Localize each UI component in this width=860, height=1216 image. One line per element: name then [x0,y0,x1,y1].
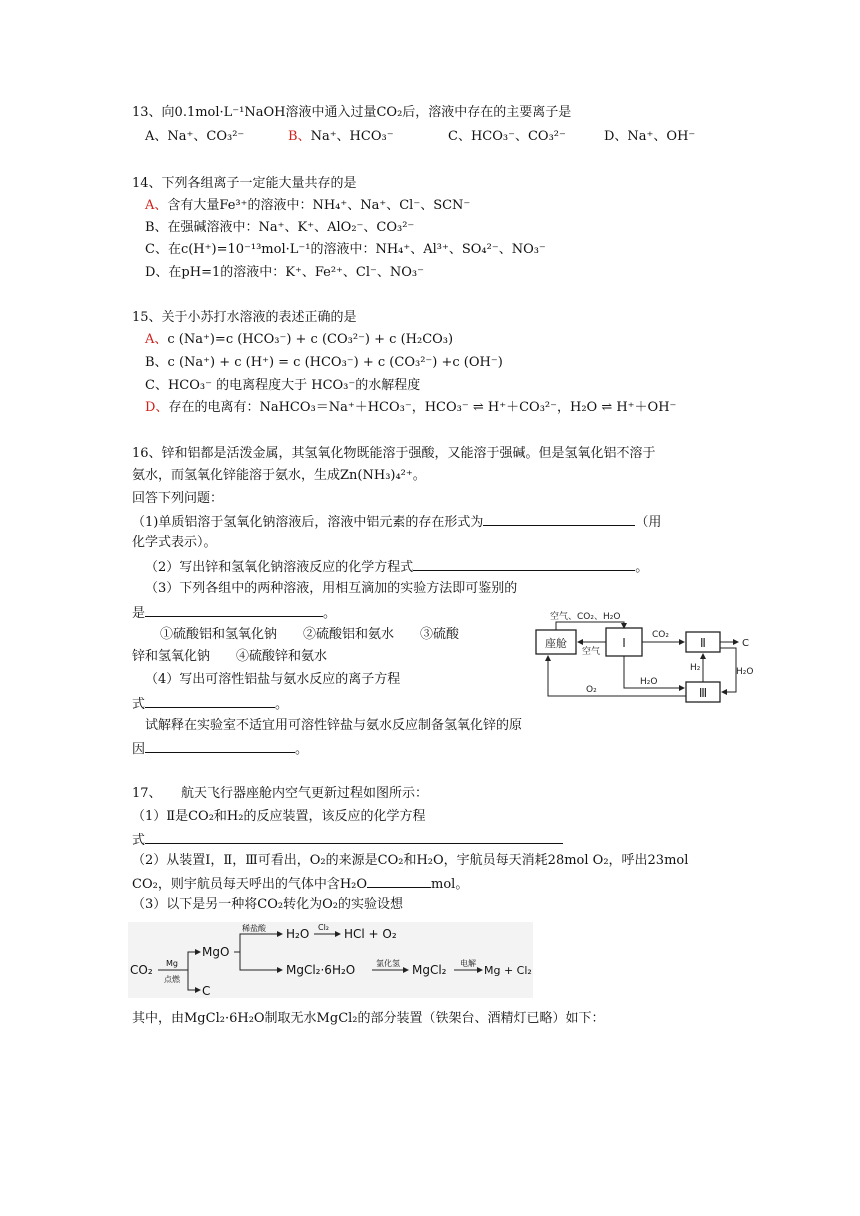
q16-sub4-end: 。 [275,697,289,712]
q16-options-line1: ①硫酸铝和氢氧化钠 ②硫酸铝和氨水 ③硫酸 [160,627,460,642]
q16-sub3: （3）下列各组中的两种溶液，用相互滴加的实验方法即可鉴别的 [145,581,518,596]
q16-options-line2: 锌和氢氧化钠 ④硫酸锌和氨水 [132,649,328,664]
diagram1-h2: H₂ [690,663,701,673]
q16-sub3-lead: 是 [132,606,146,621]
q17-sub2-line2 [132,874,468,894]
q13-stem: 13、向0.1mol·L⁻¹NaOH溶液中通入过量CO₂后，溶液中存在的主要离子是 [132,105,572,120]
q13-option-a: A、Na⁺、CO₃²⁻ [145,129,245,144]
diagram1-h2o-bottom: H₂O [640,677,658,687]
q16-prompt: 回答下列问题： [132,491,224,506]
diagram2-mg: Mg [166,959,178,968]
q16-sub1-blank[interactable] [483,512,635,526]
q16-intro-1: 16、锌和铝都是活泼金属，其氢氧化物既能溶于强酸，又能溶于强碱。但是氢氧化铝不溶于 [132,446,656,461]
q15-option-a-text: c (Na⁺)=c (HCO₃⁻) + c (CO₃²⁻) + c (H₂CO₃) [167,332,454,347]
q14-option-d: D、在pH=1的溶液中：K⁺、Fe²⁺、Cl⁻、NO₃⁻ [145,265,424,280]
q16-sub4-answer [132,694,288,714]
q15-option-b: B、c (Na⁺) + c (H⁺) = c (HCO₃⁻) + c (CO₃²⁻) +c (OH⁻) [145,355,503,370]
q16-sub5-end: 。 [295,742,309,757]
diagram2-dil-hcl: 稀盐酸 [242,924,266,933]
q16-sub5-answer [132,739,308,759]
q16-sub1-tail: （用 [635,515,662,530]
diagram2-c: C [202,984,211,998]
diagram2-ignite: 点燃 [164,975,180,984]
q15-option-d [145,399,676,417]
q16-intro-2: 氨水，而氢氧化锌能溶于氨水，生成Zn(NH₃)₄²⁺。 [132,468,426,483]
diagram1-h2o-right: H₂O [736,667,754,677]
q16-sub1-text: （1)单质铝溶于氢氧化钠溶液后，溶液中铝元素的存在形式为 [132,515,484,530]
q14-option-a-letter: A、 [145,198,168,213]
q13-option-b-letter: B、 [288,129,311,144]
q16-sub4: （4）写出可溶性铝盐与氨水反应的离子方程 [145,672,401,687]
q16-sub2-end: 。 [635,560,649,575]
q16-sub2 [145,557,648,577]
q15-option-c: C、HCO₃⁻ 的电离程度大于 HCO₃⁻的水解程度 [145,378,421,393]
q15-option-a-letter: A、 [145,332,168,347]
q15-stem: 15、关于小苏打水溶液的表述正确的是 [132,310,357,325]
q17-sub2-blank[interactable] [367,874,431,888]
q17-sub3: （3）以下是另一种将CO₂转化为O₂的实验设想 [132,897,403,912]
q14-option-a [145,197,470,215]
q16-sub2-blank[interactable] [413,557,635,571]
q14-option-b: B、在强碱溶液中：Na⁺、K⁺、AlO₂⁻、CO₃²⁻ [145,220,415,235]
diagram2-products2: Mg + Cl₂ [484,964,532,977]
diagram1-o2: O₂ [586,685,597,695]
q13-option-c: C、HCO₃⁻、CO₃²⁻ [448,129,566,144]
diagram2-hcl-gas: 氯化氢 [376,959,400,968]
q17-sub1: （1）Ⅱ是CO₂和H₂的反应装置，该反应的化学方程 [132,809,426,824]
q14-stem: 14、下列各组离子一定能大量共存的是 [132,176,357,191]
q16-sub2-text: （2）写出锌和氢氧化钠溶液反应的化学方程式 [145,560,414,575]
cabin-air-diagram [530,606,760,710]
q13-option-b [288,128,394,146]
cabin-label: 座舱 [545,637,567,650]
diagram1-co2: CO₂ [652,630,669,640]
diagram2-co2: CO₂ [130,963,153,977]
q15-option-a [145,331,453,349]
q16-sub1-cont: 化学式表示）。 [132,535,217,550]
q15-option-d-text: 存在的电离有：NaHCO₃＝Na⁺＋HCO₃⁻，HCO₃⁻ ⇌ H⁺＋CO₃²⁻，H₂O ⇌ H⁺＋OH⁻ [168,400,677,415]
q17-sub1-answer [132,830,563,850]
q16-sub4-blank[interactable] [145,694,275,708]
q13-option-d: D、Na⁺、OH⁻ [604,129,696,144]
q17-title: 17、 航天飞行器座舱内空气更新过程如图所示： [132,786,429,801]
q17-apparatus-intro: 其中，由MgCl₂·6H₂O制取无水MgCl₂的部分装置（铁架台、酒精灯已略）如下： [132,1011,605,1026]
q17-sub2-unit: mol。 [431,877,469,892]
diagram2-electrolysis: 电解 [460,959,476,968]
q15-option-d-letter: D、 [145,400,169,415]
q16-sub4-lead: 式 [132,697,146,712]
diagram2-products1: HCl + O₂ [344,927,397,941]
q17-sub2-line1: （2）从装置Ⅰ，Ⅱ，Ⅲ可看出，O₂的来源是CO₂和H₂O，宇航员每天消耗28mol O₂，呼出23mol [132,853,689,868]
q16-sub3-blank[interactable] [145,603,323,617]
device-3-label: Ⅲ [698,686,708,700]
q16-sub5-lead: 因 [132,742,146,757]
diagram2-mgcl2: MgCl₂ [412,963,447,977]
q17-sub1-blank[interactable] [145,830,563,844]
diagram2-h2o: H₂O [286,927,310,941]
diagram2-hydrate: MgCl₂·6H₂O [286,963,356,977]
q16-sub5-blank[interactable] [145,739,295,753]
device-2-label: Ⅱ [700,636,706,650]
diagram1-c: C [742,638,749,649]
diagram2-mgo: MgO [202,945,230,959]
q14-option-c: C、在c(H⁺)=10⁻¹³mol·L⁻¹的溶液中：NH₄⁺、Al³⁺、SO₄²⁻、NO₃⁻ [145,242,546,257]
diagram1-top-label: 空气、CO₂、H₂O [550,612,621,622]
q16-sub5: 试解释在实验室不适宜用可溶性锌盐与氨水反应制备氢氧化锌的原 [145,718,523,733]
q14-option-a-text: 含有大量Fe³⁺的溶液中：NH₄⁺、Na⁺、Cl⁻、SCN⁻ [167,198,471,213]
diagram1-air: 空气 [582,647,601,657]
q16-sub3-end: 。 [323,606,337,621]
q13-option-b-text: Na⁺、HCO₃⁻ [310,129,394,144]
co2-conversion-diagram [128,922,533,998]
q17-sub2-text: CO₂，则宇航员每天呼出的气体中含H₂O [132,877,368,892]
q17-sub1-lead: 式 [132,833,146,848]
q16-sub1 [132,512,661,532]
device-1-label: Ⅰ [622,636,626,650]
q16-sub3-answer [132,603,336,623]
diagram2-cl2: Cl₂ [318,923,330,932]
